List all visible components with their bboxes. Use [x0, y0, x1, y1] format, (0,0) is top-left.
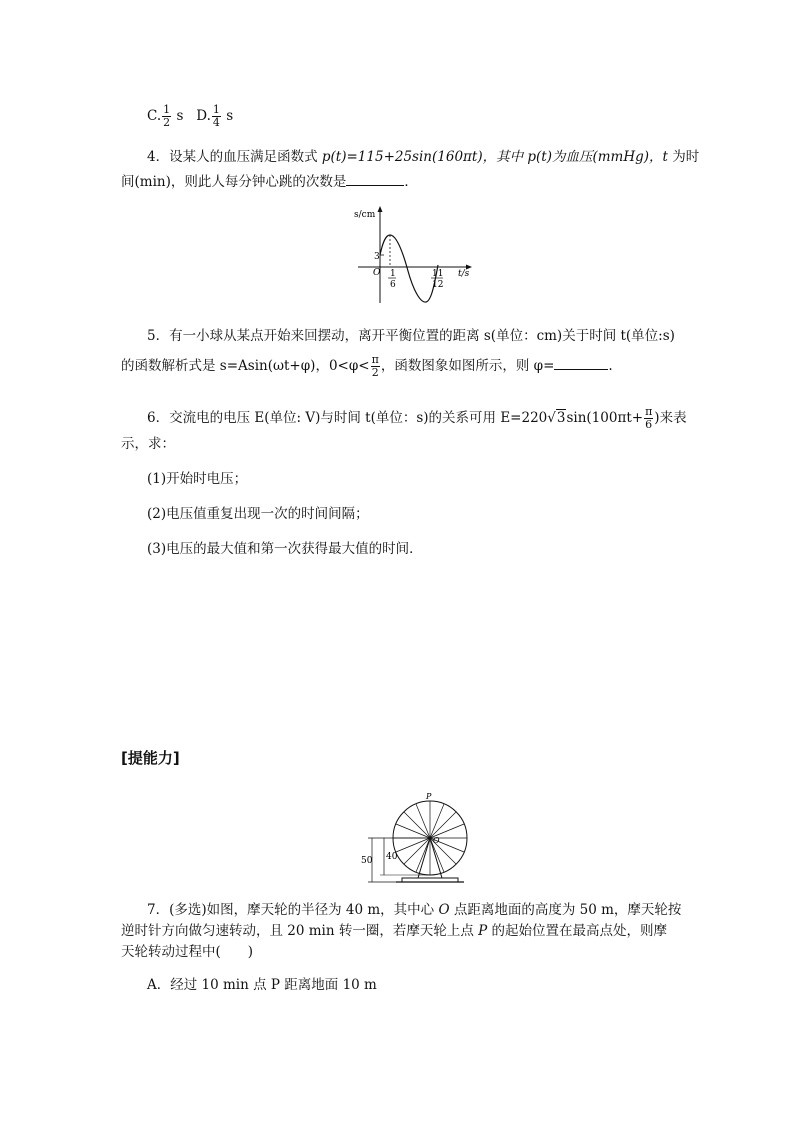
sqrt-value: 3 — [556, 410, 566, 426]
frac-num: 1 — [163, 103, 171, 116]
ferris-wheel-figure — [350, 793, 470, 893]
q7-option-a — [147, 975, 377, 995]
x-tick2-den: 12 — [432, 280, 444, 290]
q7-line2 — [121, 921, 667, 941]
label-o: O — [433, 836, 440, 845]
frac-num: π — [645, 405, 653, 418]
q4-formula-desc: p(t)为血压(mmHg)， — [527, 149, 663, 165]
sine-graph — [350, 205, 480, 305]
label-50: 50 — [361, 856, 373, 866]
q4-formula: p(t)=115+25sin(160πt)，其中 — [321, 149, 528, 165]
frac-den: 2 — [371, 366, 379, 379]
option-c-label: C. — [147, 108, 162, 124]
frac-den: 6 — [645, 418, 653, 431]
q7-text: 7．(多选)如图，摩天轮的半径为 40 m，其中心 — [147, 902, 439, 918]
q6-part-text: (3)电压的最大值和第一次获得最大值的时间． — [147, 541, 423, 557]
q4-period: ． — [404, 174, 418, 190]
frac-den: 2 — [163, 116, 171, 129]
q4-text: 为时 — [667, 149, 700, 165]
q6-part1 — [147, 469, 247, 489]
q6-line2 — [121, 434, 175, 454]
q4-text: 4．设某人的血压满足函数式 — [147, 149, 322, 165]
q5-line2 — [121, 354, 613, 379]
sine-curve — [380, 235, 438, 302]
option-d-label: D. — [196, 108, 211, 124]
option-c-fraction — [162, 104, 171, 129]
q7-text: 的起始位置在最高点处，则摩 — [487, 923, 668, 939]
q5-text: 5．有一小球从某点开始来回摆动，离开平衡位置的距离 s(单位：cm)关于时间 t(单位:s) — [147, 328, 675, 344]
q7-text: 点距离地面的高度为 50 m，摩天轮按 — [449, 902, 682, 918]
option-c-unit: s — [176, 108, 184, 124]
q5-text: ，函数图象如图所示，则 φ= — [380, 358, 555, 374]
q6-text: )来表 — [654, 410, 687, 426]
q6-line1: 6．交流电的电压 E(单位: V)与时间 t(单位：s)的关系可用 E=220√3sin(100πt+ $\frac{\pi}{6}$ )来表 — [147, 405, 687, 431]
answer-blank[interactable] — [346, 171, 404, 186]
q5-fraction — [371, 354, 380, 379]
q4-text: 间(min)，则此人每分钟心跳的次数是 — [121, 174, 347, 190]
q7-point-o: O — [438, 902, 450, 918]
q7-point-p: P — [478, 923, 488, 939]
q6-text: sin(100πt+ — [566, 410, 644, 426]
q4-var-t: t — [662, 149, 668, 165]
q5-period: . — [608, 358, 613, 374]
option-d-unit: s — [226, 108, 234, 124]
y-axis-label: s/cm — [354, 210, 376, 220]
q6-part-text: (2)电压值重复出现一次的时间间隔； — [147, 506, 369, 522]
q6-part2 — [147, 504, 369, 524]
q7-line1 — [147, 900, 681, 920]
q7-text: 逆时针方向做匀速转动，且 20 min 转一圈，若摩天轮上点 — [121, 923, 479, 939]
q5-line1 — [147, 326, 675, 346]
q3-options — [147, 104, 233, 129]
q6-fraction — [644, 406, 653, 431]
q7-line3 — [121, 942, 253, 962]
label-p: P — [426, 793, 432, 801]
q6-text: 示，求： — [121, 436, 175, 452]
q6-text: 6．交流电的电压 E(单位: V)与时间 t(单位：s)的关系可用 E=220 — [147, 410, 548, 426]
frac-den: 4 — [212, 116, 220, 129]
answer-blank[interactable] — [554, 355, 608, 370]
y-tick-label: 3 — [374, 252, 380, 262]
x-tick1-den: 6 — [390, 280, 396, 290]
q7-text: 天轮转动过程中( ) — [121, 944, 254, 960]
frac-num: π — [371, 353, 379, 366]
q5-text: 的函数解析式是 s=Asin(ωt+φ)，0<φ< — [121, 358, 370, 374]
x-tick1-num: 1 — [390, 269, 396, 279]
q4-line2 — [121, 171, 418, 192]
q4-line1 — [147, 147, 699, 167]
label-40: 40 — [386, 852, 398, 862]
frac-num: 1 — [212, 103, 220, 116]
option-d-fraction — [212, 104, 221, 129]
x-tick2-num: 11 — [432, 269, 444, 279]
origin-label: O — [373, 268, 381, 278]
section-title: [提能力] — [121, 749, 180, 767]
option-a-text: A．经过 10 min 点 P 距离地面 10 m — [147, 977, 377, 993]
y-axis-arrow — [378, 206, 383, 212]
x-axis-label: t/s — [458, 269, 470, 279]
q6-part-text: (1)开始时电压； — [147, 471, 248, 487]
q6-part3 — [147, 539, 423, 559]
